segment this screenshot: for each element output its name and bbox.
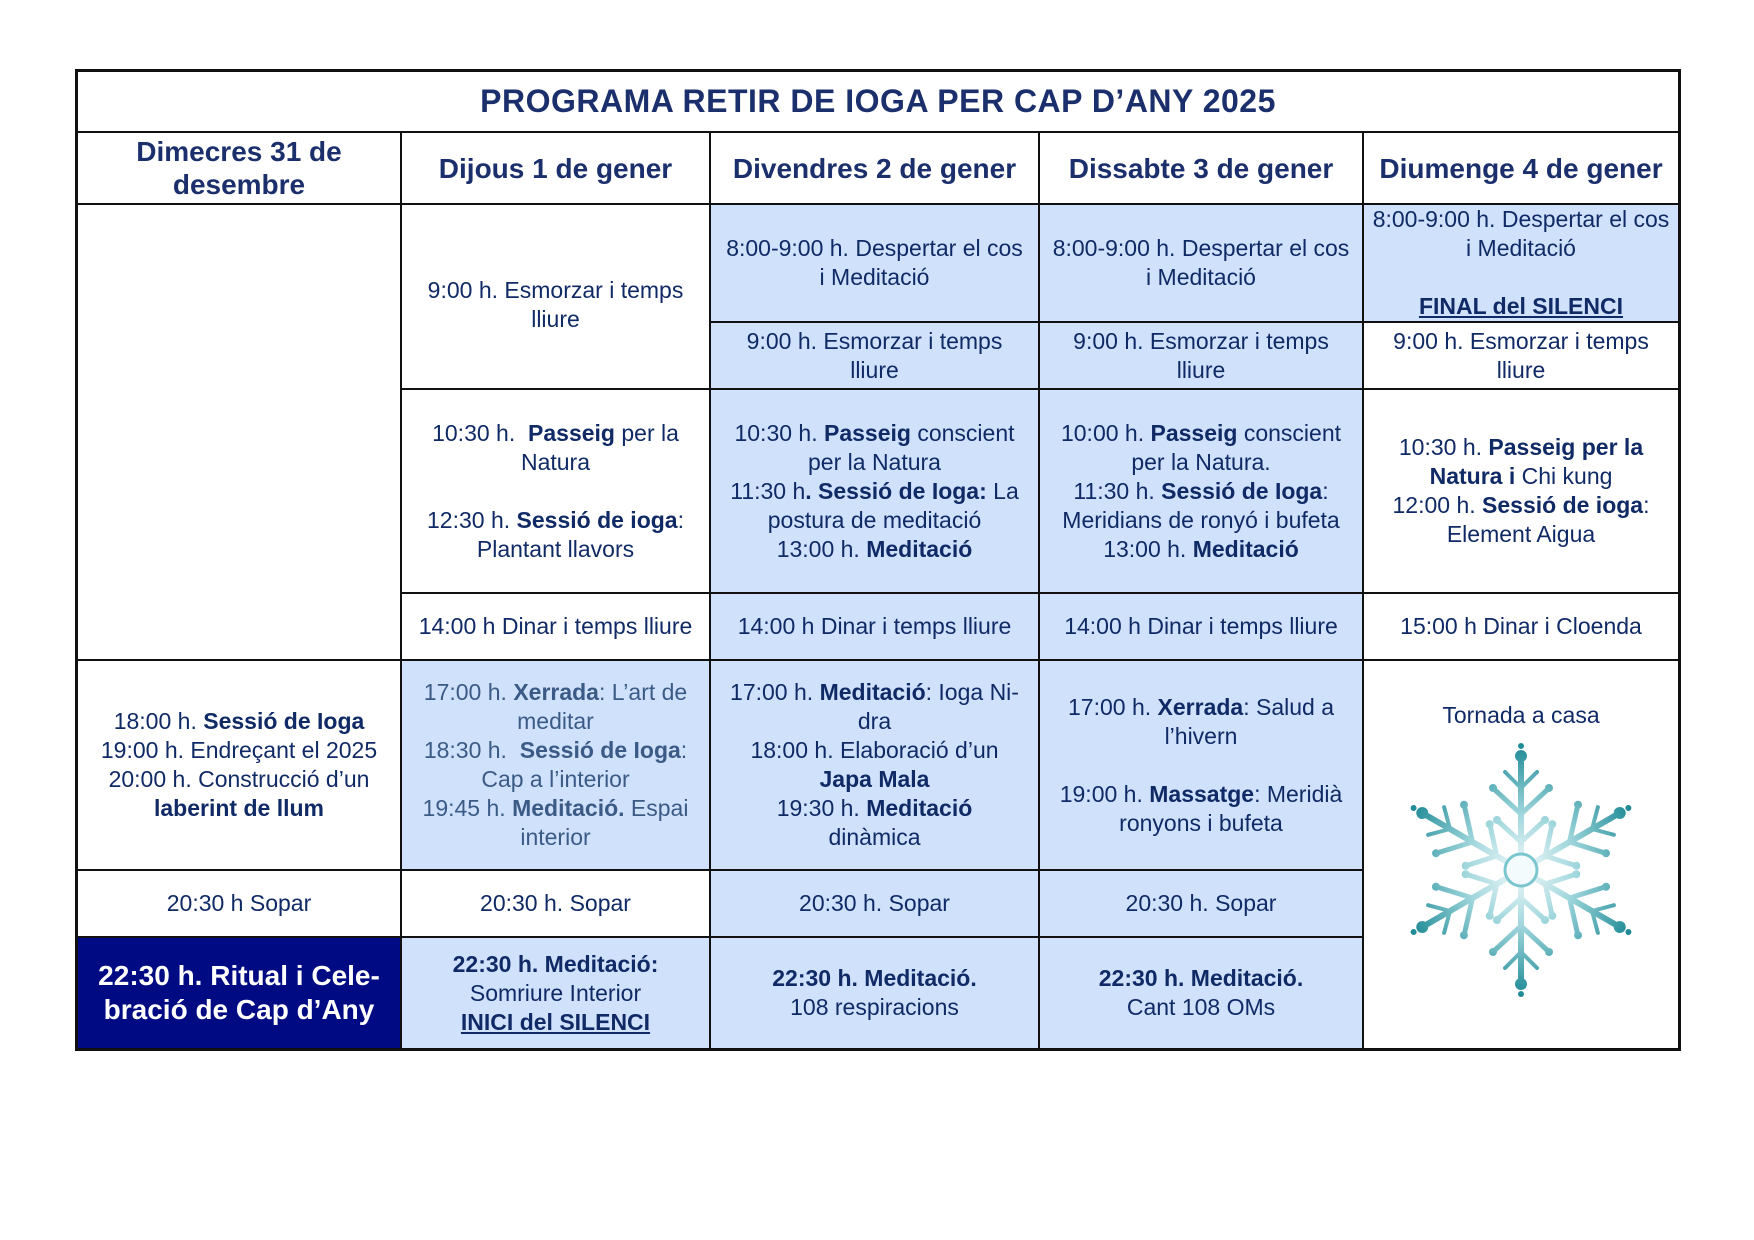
dijous-yoga-line2: Plantant llavors [476, 535, 635, 562]
dijous-breakfast-line1: 9:00 h. Esmorzar i temps [427, 276, 684, 303]
dissabte-night [1040, 938, 1364, 1048]
dissabte-dinner [1040, 871, 1364, 938]
header-dissabte [1040, 133, 1364, 205]
divendres-night [711, 938, 1040, 1048]
dijous-afternoon-line5: 19:45 h. Meditació. Espai [422, 795, 689, 821]
dissabte-lunch-text: 14:00 h Dinar i temps lliure [1064, 613, 1338, 639]
dimecres-dinner [78, 871, 402, 938]
divendres-night-line1: 22:30 h. Meditació. [772, 965, 977, 991]
dissabte-afternoon [1040, 661, 1364, 871]
divendres-breakfast-line2: lliure [850, 356, 899, 383]
dissabte-afternoon-line1: 17:00 h. Xerrada: Salud a [1068, 693, 1334, 720]
diumenge-lunch [1364, 594, 1678, 661]
diumenge-breakfast [1364, 323, 1678, 390]
dissabte-wake [1040, 205, 1364, 323]
diumenge-breakfast-line2: lliure [1496, 356, 1546, 383]
diumenge-wake-line1: 8:00-9:00 h. Despertar el cos [1372, 206, 1670, 232]
header-dijous-text: Dijous 1 de gener [438, 152, 673, 184]
dijous-lunch-text: 14:00 h Dinar i temps lliure [418, 613, 693, 639]
divendres-med-line: 13:00 h. Meditació [776, 535, 973, 562]
divendres-afternoon-line3: 18:00 h. Elaboració d’un [750, 737, 999, 763]
diumenge-yoga-line2: Element Aigua [1446, 521, 1596, 547]
dimecres-night-line2: bració de Cap d’Any [103, 994, 375, 1025]
dimecres-afternoon-line1: 18:00 h. Sessió de Ioga [113, 708, 365, 734]
dimecres-night-line1: 22:30 h. Ritual i Cele- [98, 960, 380, 991]
dijous-breakfast-line2: lliure [531, 305, 580, 332]
dissabte-wake-line1: 8:00-9:00 h. Despertar el cos [1052, 235, 1350, 261]
dijous-afternoon-line1: 17:00 h. Xerrada: L’art de [423, 679, 688, 705]
dimecres-dinner-text: 20:30 h Sopar [166, 890, 312, 916]
divendres-lunch-text: 14:00 h Dinar i temps lliure [737, 613, 1012, 639]
diumenge-breakfast-line1: 9:00 h. Esmorzar i temps [1393, 327, 1649, 354]
dissabte-walk-line: 10:00 h. Passeig conscient [1060, 419, 1342, 446]
dissabte-wake-line2: i Meditació [1146, 264, 1256, 290]
dijous-yoga-line: 12:30 h. Sessió de ioga: [427, 506, 684, 533]
dissabte-walk-line2: per la Natura. [1131, 448, 1271, 475]
dissabte-yoga-line: 11:30 h. Sessió de Ioga: [1073, 477, 1329, 504]
dimecres-empty-cell [78, 205, 402, 661]
divendres-afternoon-line4: Japa Mala [819, 766, 930, 792]
dijous-walk-line: 10:30 h. Passeig per la [432, 419, 679, 446]
dijous-afternoon-line6: interior [520, 824, 591, 850]
dissabte-afternoon-line4: ronyons i bufeta [1119, 809, 1283, 836]
diumenge-wake [1364, 205, 1678, 323]
divendres-afternoon-line5: 19:30 h. Meditació [776, 795, 973, 821]
divendres-midday [711, 390, 1040, 594]
divendres-breakfast-line1: 9:00 h. Esmorzar i temps [746, 327, 1003, 354]
divendres-wake-line1: 8:00-9:00 h. Despertar el cos [726, 235, 1023, 261]
diumenge-lunch-text: 15:00 h Dinar i Cloenda [1400, 613, 1642, 639]
header-dimecres [78, 133, 402, 205]
header-dijous [402, 133, 711, 205]
dijous-night-line1: 22:30 h. Meditació: [452, 950, 659, 977]
divendres-afternoon [711, 661, 1040, 871]
snowflake-icon [1401, 740, 1641, 1000]
header-dimecres-line2: desembre [172, 169, 306, 200]
diumenge-walk-line2: Natura i Chi kung [1429, 463, 1613, 489]
divendres-afternoon-line2: dra [857, 708, 892, 734]
dimecres-afternoon-line4: laberint de llum [154, 795, 324, 821]
dijous-walk-line2: Natura [520, 448, 591, 475]
dissabte-med-line: 13:00 h. Meditació [1103, 535, 1299, 562]
diumenge-yoga-line: 12:00 h. Sessió de ioga: [1392, 492, 1650, 518]
dissabte-dinner-text: 20:30 h. Sopar [1125, 890, 1277, 916]
dissabte-midday [1040, 390, 1364, 594]
dissabte-night-line2: Cant 108 OMs [1126, 994, 1276, 1020]
dissabte-breakfast [1040, 323, 1364, 390]
divendres-wake-line2: i Meditació [819, 264, 930, 290]
dissabte-afternoon-line3: 19:00 h. Massatge: Meridià [1059, 780, 1343, 807]
dijous-night [402, 938, 711, 1048]
divendres-dinner [711, 871, 1040, 938]
dissabte-breakfast-line1: 9:00 h. Esmorzar i temps [1073, 327, 1329, 354]
dimecres-afternoon-line3: 20:00 h. Construcció d’un [108, 766, 370, 792]
dissabte-night-line1: 22:30 h. Meditació. [1098, 965, 1304, 991]
divendres-yoga-line2: postura de meditació [767, 506, 982, 533]
header-dimecres-line1: Dimecres 31 de [136, 136, 342, 167]
divendres-afternoon-line1: 17:00 h. Meditació: Ioga Ni- [730, 679, 1019, 705]
dissabte-yoga-line2: Meridians de ronyó i bufeta [1062, 506, 1340, 533]
divendres-yoga-line: 11:30 h. Sessió de Ioga: La [730, 477, 1019, 504]
dijous-breakfast [402, 205, 711, 390]
divendres-breakfast [711, 323, 1040, 390]
title-text: PROGRAMA RETIR DE IOGA PER CAP D’ANY 2025 [480, 83, 1276, 119]
dijous-dinner [402, 871, 711, 938]
page-title [78, 72, 1678, 133]
diumenge-evening [1364, 661, 1678, 1048]
diumenge-midday [1364, 390, 1678, 594]
dijous-midday [402, 390, 711, 594]
dijous-afternoon [402, 661, 711, 871]
header-dissabte-text: Dissabte 3 de gener [1068, 152, 1334, 184]
header-diumenge [1364, 133, 1678, 205]
inici-silenci-label: INICI del SILENCI [460, 1008, 651, 1035]
divendres-wake [711, 205, 1040, 323]
divendres-walk-line2: per la Natura [808, 448, 941, 475]
dijous-afternoon-line2: meditar [517, 708, 594, 734]
divendres-lunch [711, 594, 1040, 661]
final-silenci-label: FINAL del SILENCI [1418, 293, 1624, 319]
header-diumenge-text: Diumenge 4 de gener [1379, 152, 1663, 184]
dimecres-night [78, 938, 402, 1048]
divendres-night-line2: 108 respiracions [790, 994, 959, 1020]
dissabte-breakfast-line2: lliure [1176, 356, 1226, 383]
divendres-walk-line: 10:30 h. Passeig conscient [734, 419, 1015, 446]
diumenge-walk-line: 10:30 h. Passeig per la [1398, 434, 1644, 460]
dimecres-afternoon [78, 661, 402, 871]
dijous-afternoon-line3: 18:30 h. Sessió de Ioga: [423, 737, 688, 763]
diumenge-wake-line2: i Meditació [1466, 235, 1576, 261]
dimecres-afternoon-line2: 19:00 h. Endreçant el 2025 [100, 737, 378, 763]
dijous-dinner-text: 20:30 h. Sopar [480, 890, 631, 916]
divendres-dinner-text: 20:30 h. Sopar [799, 890, 950, 916]
dissabte-afternoon-line2: l’hivern [1164, 722, 1238, 749]
dijous-lunch [402, 594, 711, 661]
schedule-table [75, 69, 1681, 1051]
header-divendres [711, 133, 1040, 205]
header-divendres-text: Divendres 2 de gener [732, 152, 1017, 184]
divendres-afternoon-line6: dinàmica [828, 824, 921, 850]
dijous-night-line2: Somriure Interior [469, 979, 642, 1006]
dijous-afternoon-line4: Cap a l’interior [481, 766, 630, 792]
dissabte-lunch [1040, 594, 1364, 661]
tornada-a-casa-text: Tornada a casa [1442, 702, 1600, 728]
